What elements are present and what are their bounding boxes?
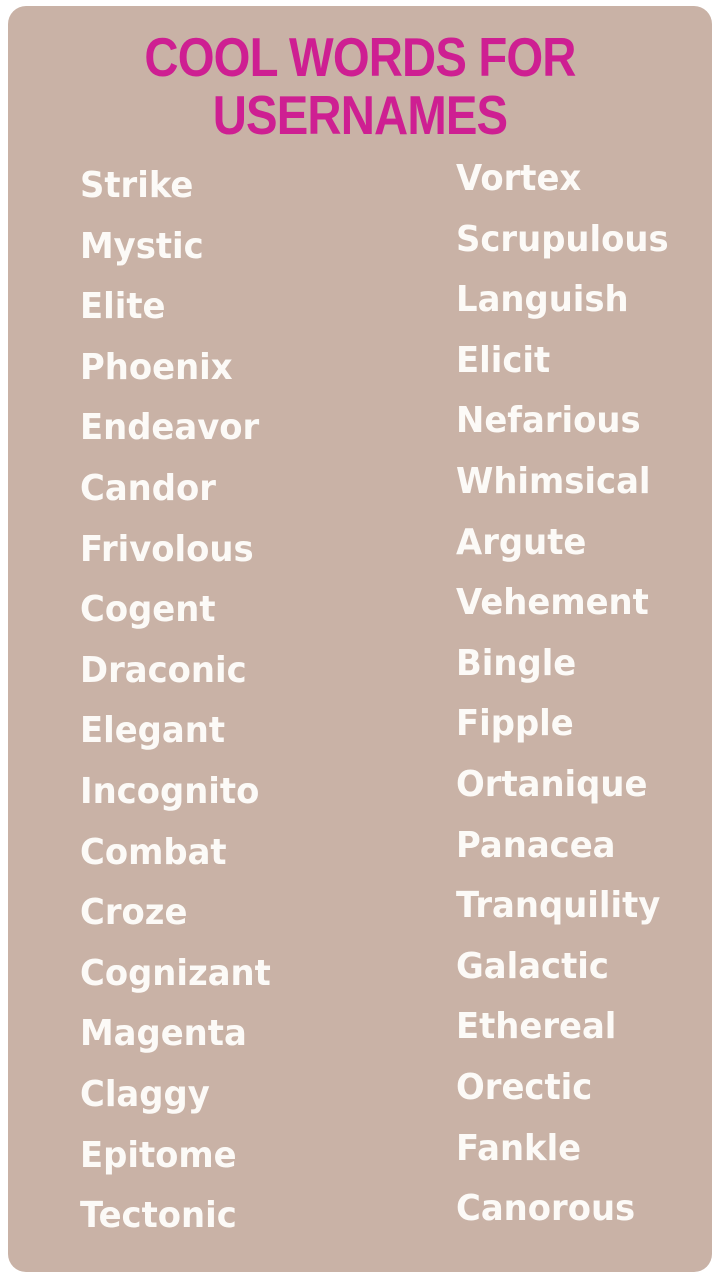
word-item: Epitome (80, 1134, 237, 1176)
word-item: Bingle (455, 642, 577, 684)
word-item: Phoenix (80, 346, 233, 388)
word-item: Ethereal (455, 1006, 617, 1048)
title-line-2: USERNAMES (212, 84, 508, 146)
word-list-card (8, 6, 712, 1272)
word-item: Cognizant (80, 952, 271, 994)
word-item: Galactic (455, 945, 609, 987)
word-item: Elegant (80, 710, 225, 752)
word-item: Frivolous (80, 528, 254, 570)
word-item: Argute (455, 521, 587, 563)
word-item: Fankle (455, 1127, 581, 1169)
word-item: Whimsical (455, 460, 651, 502)
word-item: Incognito (80, 770, 260, 812)
word-item: Claggy (80, 1073, 210, 1115)
word-item: Languish (455, 279, 629, 321)
word-column-right (456, 149, 682, 1247)
word-item: Fipple (455, 703, 574, 745)
word-item: Draconic (80, 649, 247, 691)
word-item: Cogent (80, 589, 216, 631)
word-item: Magenta (80, 1013, 247, 1055)
word-item: Elite (80, 286, 166, 328)
word-item: Vehement (455, 582, 649, 624)
word-item: Croze (80, 892, 188, 934)
word-item: Candor (80, 467, 216, 509)
page-title (8, 6, 712, 144)
word-item: Orectic (455, 1066, 593, 1108)
word-item: Nefarious (455, 400, 641, 442)
word-item: Scrupulous (455, 218, 669, 260)
word-item: Ortanique (455, 763, 648, 805)
title-line-1: COOL WORDS FOR (144, 26, 576, 88)
word-item: Tectonic (80, 1195, 237, 1237)
word-item: Canorous (455, 1188, 635, 1230)
word-item: Panacea (455, 824, 616, 866)
word-item: Mystic (80, 225, 204, 267)
word-item: Tranquility (455, 885, 661, 927)
word-item: Elicit (455, 339, 550, 381)
word-columns (8, 144, 712, 1247)
word-column-left (80, 156, 456, 1247)
word-item: Combat (80, 831, 227, 873)
word-item: Vortex (455, 158, 582, 199)
word-item: Strike (80, 165, 194, 206)
word-item: Endeavor (80, 407, 260, 449)
